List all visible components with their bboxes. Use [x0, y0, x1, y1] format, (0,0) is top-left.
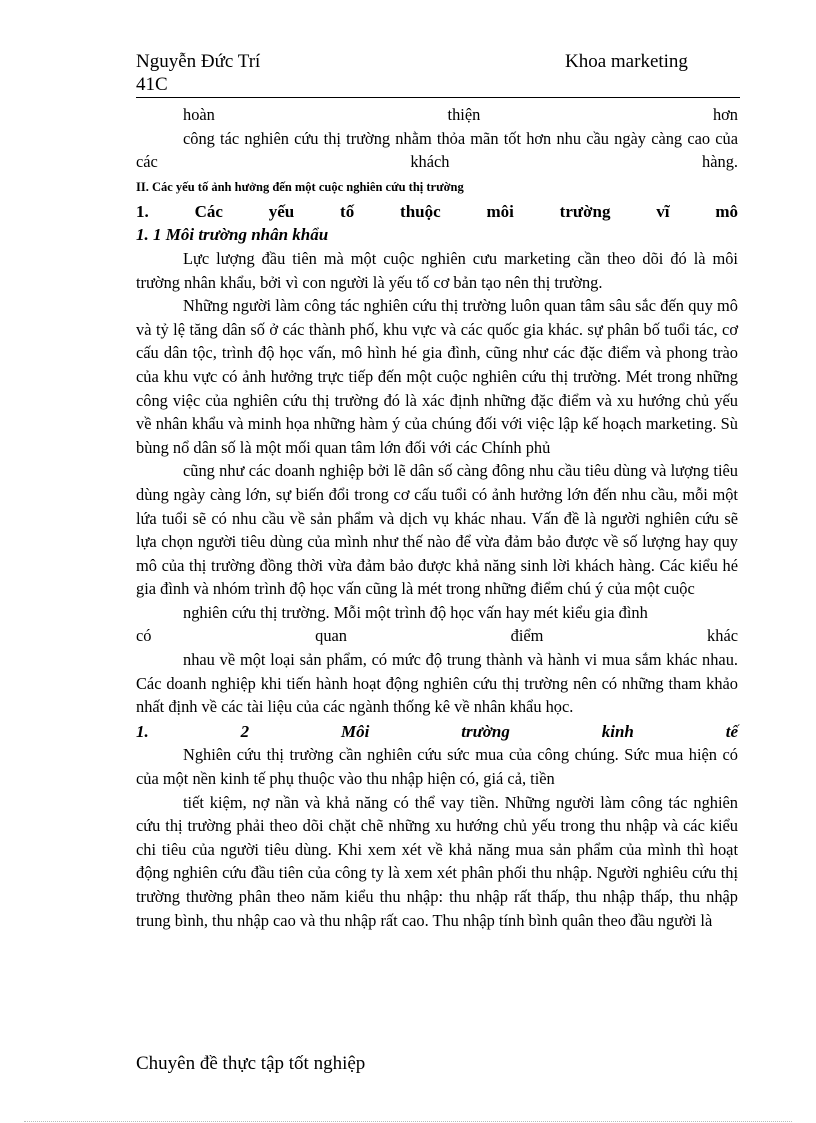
text-line: có quan điểm khác: [136, 626, 738, 646]
text-line: nghiên cứu thị trường. Mỗi một trình độ học vấn hay mét kiểu gia đình: [183, 602, 648, 622]
heading-level-2: 1. 2 Môi trường kinh tế: [136, 721, 738, 741]
header-class: 41C: [136, 74, 168, 95]
page-bottom-divider: [24, 1121, 792, 1122]
header-divider: [136, 97, 740, 98]
header-author: Nguyễn Đức Trí: [136, 51, 261, 72]
text-line: hoàn thiện hơn: [183, 105, 738, 124]
header-author-block: [136, 50, 260, 96]
heading-level-2: 1. 1 Môi trường nhân khẩu: [136, 225, 329, 245]
header-department: Khoa marketing: [565, 51, 688, 72]
paragraph: cũng như các doanh nghiệp bởi lẽ dân số càng đông nhu cầu tiêu dùng và lượng tiêu dùng ngày càng lớn, sự biến đổi trong cơ cấu tuổi có ảnh hưởng lớn đến nhu cầu, mỗi một lứa tuổi sẽ có nhu cầu về sản phẩm và dịch vụ khác nhau. Vấn đề là người nghiên cứu sẽ lựa chọn người tiêu dùng của mình như thế nào để vừa đảm bảo được về số lượng hay quy mô của thị trường đồng thời vừa đảm bảo được khả năng sinh lời khách hàng. Các kiểu hé gia đình và nhóm trình độ học vấn cũng là mét trong những điểm chú ý của một cuộc: [136, 461, 738, 599]
footer-title: Chuyên đề thực tập tốt nghiệp: [136, 1053, 366, 1074]
paragraph: Những người làm công tác nghiên cứu thị trường luôn quan tâm sâu sắc đến quy mô và tỷ lệ tăng dân số ở các thành phố, khu vực và các quốc gia khác. sự phân bố tuổi tác, cơ cấu dân tộc, trình độ học vấn, mô hình hé gia đình, cũng như các đặc điểm và phong trào của khu vực có ảnh hưởng trực tiếp đến một cuộc nghiên cứu thị trường. Mét trong những công việc của nghiên cứu thị trường đó là xác định những đặc điểm và xu hướng chủ yếu về nhân khẩu và minh họa những hàm ý của chúng đối với việc lập kế hoạch marketing. Sù bùng nổ dân số là một mối quan tâm lớn đối với các Chính phủ: [136, 296, 738, 457]
paragraph: công tác nghiên cứu thị trường nhằm thỏa mãn tốt hơn nhu cầu ngày càng cao của các khách hàng.: [136, 128, 738, 172]
paragraph: Nghiên cứu thị trường cần nghiên cứu sức mua của công chúng. Sức mua hiện có của một nền kinh tế phụ thuộc vào thu nhập hiện có, giá cả, tiền: [136, 745, 738, 789]
paragraph: tiết kiệm, nợ nần và khả năng có thể vay tiền. Những người làm công tác nghiên cứu thị trường phải theo dõi chặt chẽ những xu hướng chủ yếu trong thu nhập và các kiểu chi tiêu của người tiêu dùng. Khi xem xét về khả năng mua sản phẩm của mình thì hoạt động nghiên cứu đầu tiên của công ty là xem xét phân phối thu nhập. Người nghiêu cứu thị trường thường phân theo năm kiểu thu nhập: thu nhập rất thấp, thu nhập thấp, thu nhập trung bình, thu nhập cao và thu nhập rất cao. Thu nhập tính bình quân theo đầu người là: [136, 792, 738, 930]
document-body: [136, 103, 738, 932]
heading-level-1: 1. Các yếu tố thuộc môi trường vĩ mô: [136, 201, 738, 221]
paragraph: Lực lượng đầu tiên mà một cuộc nghiên cưu marketing cần theo dõi đó là môi trường nhân khẩu, bởi vì con người là yếu tố cơ bản tạo nên thị trường.: [136, 248, 738, 292]
section-heading: II. Các yếu tố ảnh hưởng đến một cuộc nghiên cứu thị trường: [136, 179, 464, 194]
paragraph: nhau về một loại sản phẩm, có mức độ trung thành và hành vi mua sắm khác nhau. Các doanh nghiệp khi tiến hành hoạt động nghiên cứu thị trường nên có những tham khảo nhất định về các tài liệu của các ngành thống kê về nhân khẩu học.: [136, 650, 738, 717]
